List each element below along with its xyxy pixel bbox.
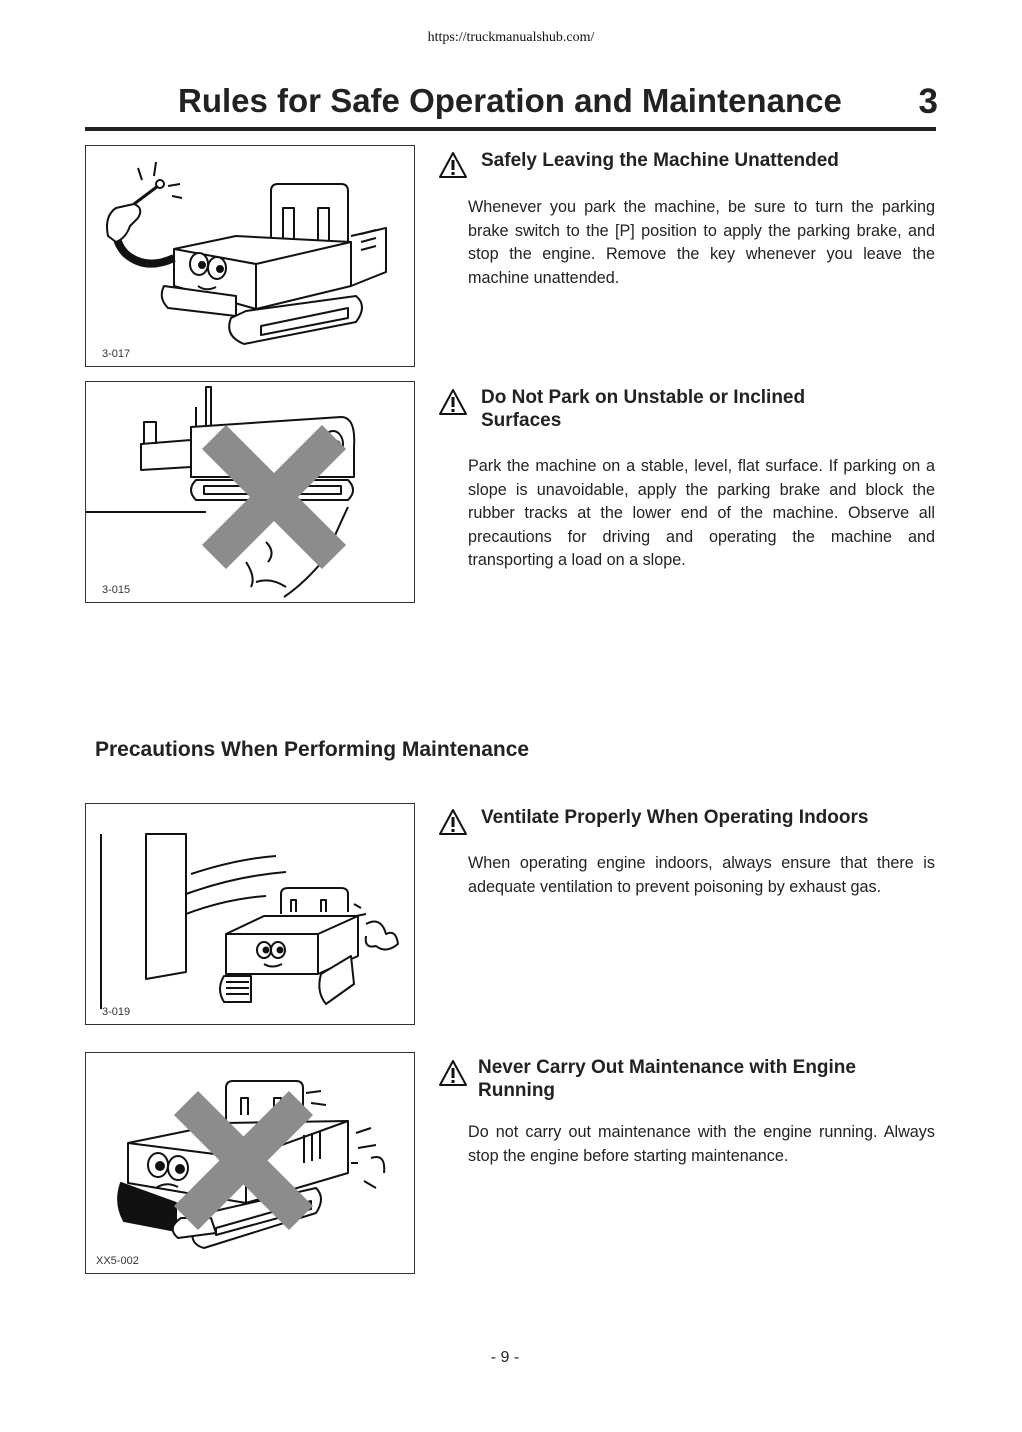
warning-icon (438, 387, 468, 422)
section-body: Do not carry out maintenance with the engine running. Always stop the engine before starting maintenance. (468, 1123, 935, 1165)
machine-indoors-illustration (86, 804, 415, 1025)
chapter-number: 3 (918, 82, 938, 121)
section-heading: Never Carry Out Maintenance with Engine Running (478, 1057, 856, 1101)
warning-icon (438, 807, 468, 842)
source-url: https://truckmanualshub.com/ (427, 30, 595, 45)
figure-ventilate-indoors (85, 803, 415, 1025)
maintenance-heading: Precautions When Performing Maintenance (95, 738, 530, 761)
figure-label: XX5-002 (96, 1255, 139, 1267)
section-body: When operating engine indoors, always ensure that there is adequate ventilation to prevent poisoning by exhaust gas. (468, 854, 935, 896)
machine-key-illustration (86, 146, 415, 367)
section-heading: Do Not Park on Unstable or Inclined Surfaces (481, 387, 806, 431)
warning-icon (438, 1058, 468, 1093)
figure-unstable-surface (85, 381, 415, 603)
section-body: Park the machine on a stable, level, flat surface. If parking on a slope is unavoidable, apply the parking brake and block the rubber tracks at the lower end of the machine. Observe all precautions for driving and operating the machine and transporting a load on a slope. (468, 457, 935, 569)
section-body: Whenever you park the machine, be sure to turn the parking brake switch to the [P] position to apply the parking brake, and stop the engine. Remove the key whenever you leave the machine unattended. (468, 198, 935, 287)
figure-label: 3-019 (102, 1006, 131, 1018)
section-heading: Ventilate Properly When Operating Indoors (481, 807, 869, 828)
page-title: Rules for Safe Operation and Maintenance (178, 82, 842, 119)
warning-icon (438, 150, 468, 185)
page-number: - 9 - (490, 1349, 520, 1366)
figure-engine-running (85, 1052, 415, 1274)
machine-slope-illustration (86, 382, 415, 603)
section-heading: Safely Leaving the Machine Unattended (481, 150, 839, 171)
figure-label: 3-015 (102, 584, 131, 596)
title-underline (85, 127, 936, 131)
figure-label: 3-017 (102, 348, 131, 360)
machine-maintenance-illustration (86, 1053, 415, 1274)
figure-leaving-unattended (85, 145, 415, 367)
